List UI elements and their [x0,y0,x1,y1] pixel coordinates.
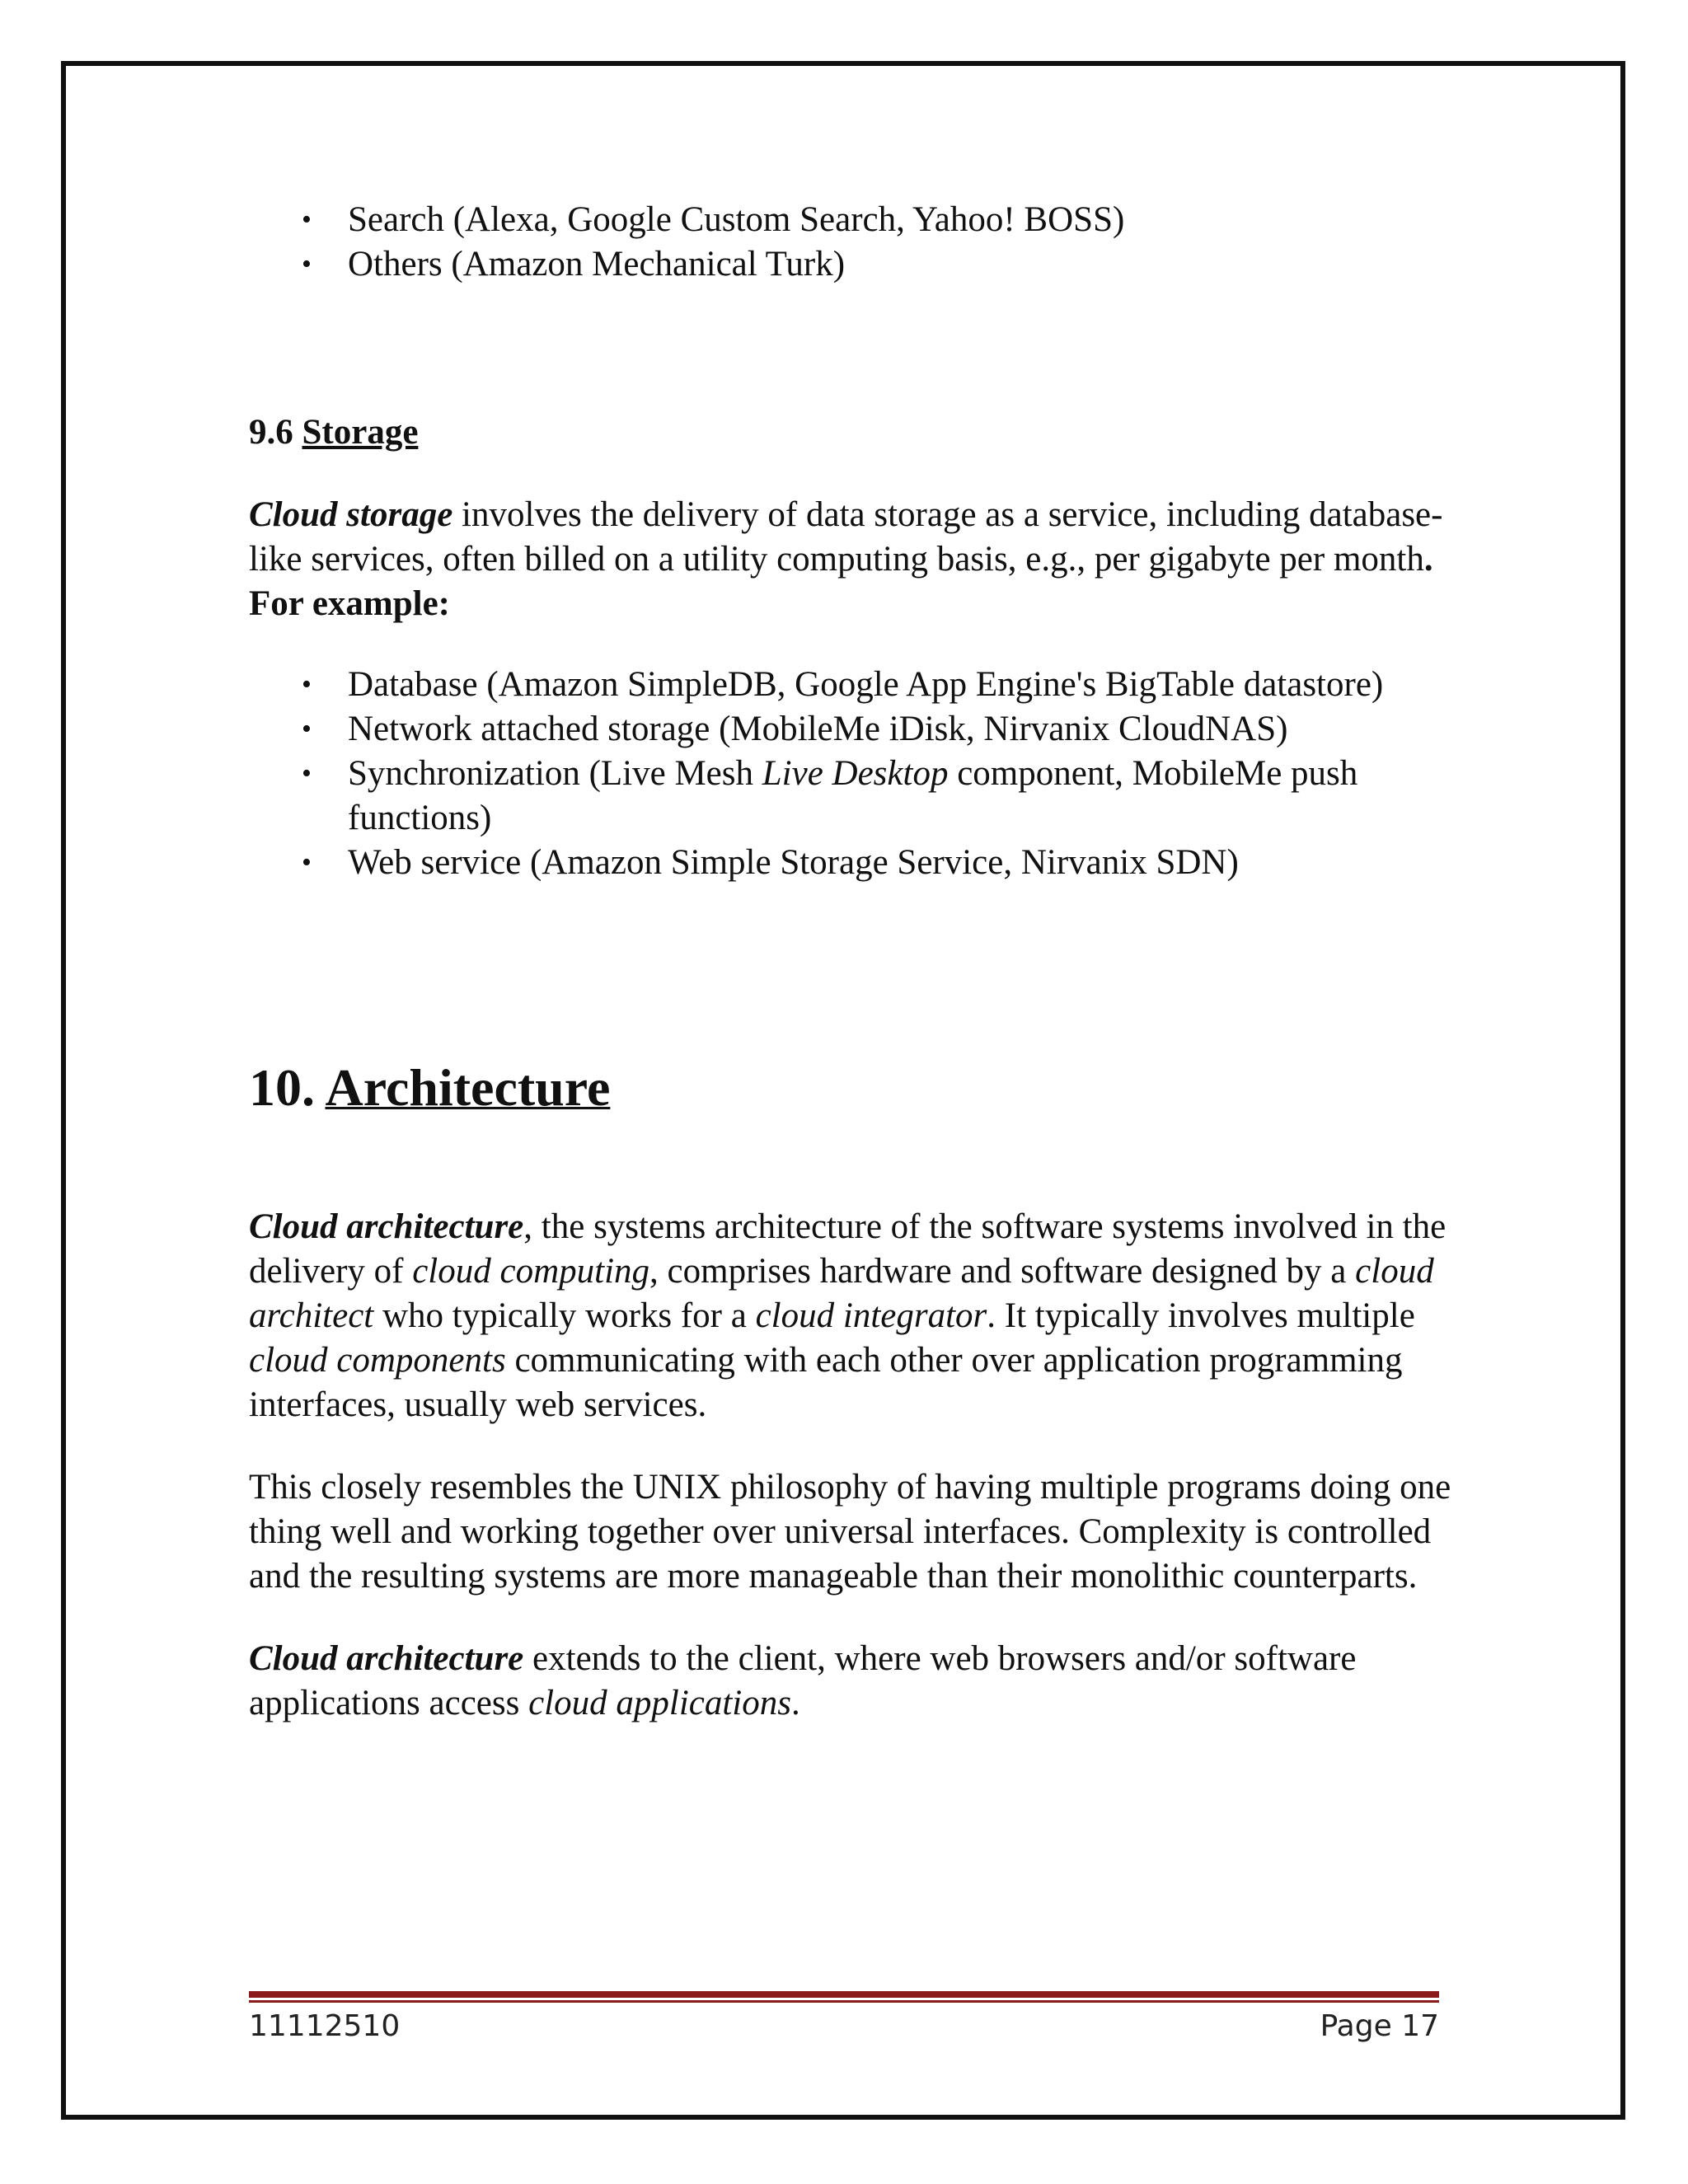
architecture-heading [249,1057,1452,1119]
footer-rule-thin [249,2000,1439,2003]
for-example-label: . For example: [249,540,1433,623]
storage-heading [249,410,1452,455]
architecture-paragraph-3 [249,1637,1452,1726]
list-item-text: Synchronization (Live Mesh [348,754,762,793]
architecture-paragraph-1 [249,1205,1452,1427]
cloud-storage-term: Cloud storage [249,495,453,534]
architecture-paragraph-2: This closely resembles the UNIX philosophy of having multiple programs doing one thing well and working together over universal interfaces. Complexity is controlled and the resulting systems are more manageable than their monolithic counterparts. [249,1468,1451,1596]
italic-term: cloud computing [412,1252,650,1291]
list-item-text: component, MobileMe push functions) [348,754,1358,837]
paragraph-text: . It typically involves multiple [987,1296,1415,1335]
top-bullet-list [249,198,1452,287]
paragraph-text: extends to the client, where web browsers and/or software applications access [249,1639,1357,1722]
footer-rule [249,1991,1439,2003]
cloud-architecture-term: Cloud architecture [249,1639,524,1678]
paragraph-text: communicating with each other over application programming interfaces, usually web services. [249,1341,1403,1424]
paragraph-text: , the systems architecture of the software systems involved in the delivery of [249,1207,1447,1291]
list-item: • Web service (Amazon Simple Storage Service, Nirvanix SDN) [348,841,1452,885]
italic-term: cloud integrator [755,1296,987,1335]
paragraph-text: , comprises hardware and software designed by a [649,1252,1356,1291]
list-item: • Network attached storage (MobileMe iDisk, Nirvanix CloudNAS) [348,707,1452,752]
footer-page-number: Page 17 [1320,2009,1439,2043]
storage-heading-number: 9.6 [249,413,293,452]
list-item: • Others (Amazon Mechanical Turk) [348,242,1452,287]
italic-term: cloud architect [249,1252,1434,1335]
architecture-heading-number: 10. [249,1058,315,1117]
paragraph-text: who typically works for a [373,1296,756,1335]
paragraph-text: . [790,1684,800,1722]
storage-intro-paragraph [249,493,1452,626]
footer-rule-thick [249,1991,1439,1998]
list-item: • Search (Alexa, Google Custom Search, Yahoo! BOSS) [348,198,1452,242]
architecture-heading-title: Architecture [325,1058,611,1117]
storage-bullet-list [249,663,1452,885]
storage-heading-title: Storage [302,413,419,452]
list-item [348,752,1452,841]
list-item-italic: Live Desktop [762,754,949,793]
cloud-architecture-term: Cloud architecture [249,1207,524,1246]
page-content [249,198,1452,1726]
storage-intro-text: involves the delivery of data storage as a service, including database-like services, often billed on a utility computing basis, e.g., per gigabyte per month [249,495,1443,579]
italic-term: cloud applications [528,1684,791,1722]
italic-term: cloud components [249,1341,506,1380]
list-item: • Database (Amazon SimpleDB, Google App Engine's BigTable datastore) [348,663,1452,707]
footer-document-id: 11112510 [249,2009,401,2043]
